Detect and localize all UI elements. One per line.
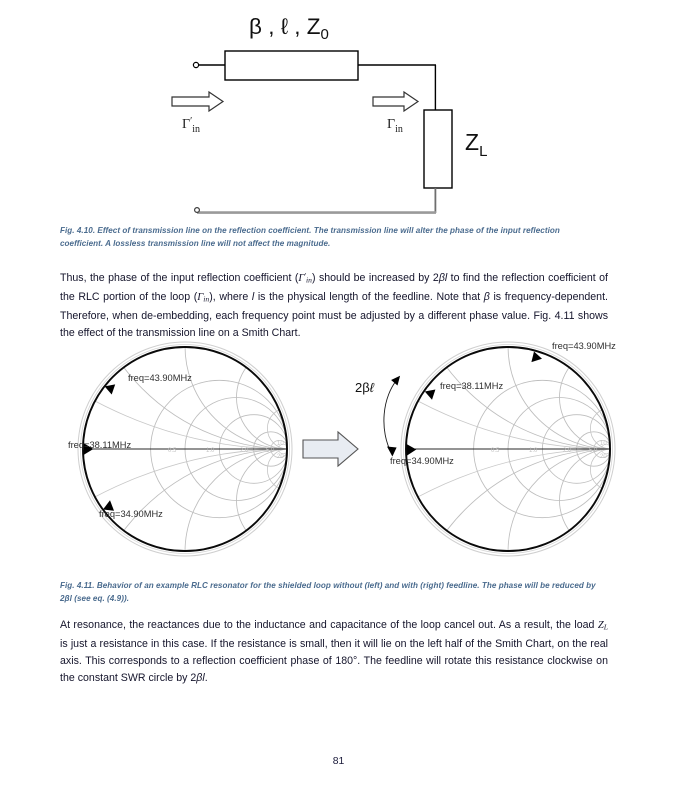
right-marker-34-90: [407, 444, 417, 456]
gamma-in-arrow-icon: [373, 92, 418, 111]
svg-text:1.0: 1.0: [206, 448, 215, 454]
p2-zl: $Z_L$: [597, 620, 608, 632]
load-impedance-label: $Z_L$: [465, 129, 488, 160]
load-impedance-box: [424, 110, 452, 188]
svg-text:10: 10: [277, 441, 284, 447]
svg-text:1.0: 1.0: [529, 448, 538, 454]
left-marker-43-90: [105, 384, 116, 394]
rotation-arrowhead-bottom: [387, 447, 397, 457]
p2-beta: β: [196, 671, 203, 684]
p2-degree: °: [353, 654, 358, 667]
svg-text:20: 20: [600, 454, 607, 460]
svg-text:0.5: 0.5: [491, 448, 500, 454]
page-number: 81: [332, 756, 345, 767]
left-label-43-90: freq=43.90MHz: [128, 373, 192, 383]
figure-4-11-diagram: [0, 336, 677, 576]
smith-charts-svg: [0, 336, 677, 576]
svg-text:0.5: 0.5: [168, 448, 177, 454]
left-label-34-90: freq=34.90MHz: [99, 509, 163, 519]
p1-ell-1: l: [444, 272, 448, 285]
figure-4-10-caption: Fig. 4.10. Effect of transmission line on the reflection coefficient. The transmission line will alter the phase of the input reflection coefficient. A lossless transmission line will not affect the magnitude.: [60, 226, 560, 249]
beta-ell-z0-text: β , ℓ , Z: [249, 14, 321, 39]
gamma-in-prime-arrow-icon: [172, 92, 223, 111]
right-smith-chart: [199, 336, 677, 576]
svg-text:20: 20: [277, 454, 284, 460]
p2-ell: l: [202, 671, 205, 684]
rotation-label-2-beta-ell: 2βℓ: [355, 380, 374, 395]
p1-gamma-2: $\Gamma_{in}$: [197, 291, 210, 304]
p1-beta-1: β: [438, 272, 445, 285]
p1-text-f: is frequency-dependent. Therefore, when de-embedding, each frequency point must be adjusted by a different phase value. Fig. 4.11 shows the effect of the transmission line on a Smith Chart.: [60, 290, 608, 339]
p2-text-c: . The feedline will rotate this resistance clockwise on the constant SWR circle by 2: [60, 654, 608, 684]
left-label-38-11: freq=38.11MHz: [68, 440, 132, 450]
transmission-line-box: [225, 51, 358, 80]
body-paragraph-2: [60, 617, 608, 687]
p1-text-a: Thus, the phase of the input reflection coefficient (: [60, 272, 299, 285]
svg-text:10: 10: [600, 441, 607, 447]
p1-text-d: ), where: [209, 290, 252, 303]
svg-text:5.0: 5.0: [266, 448, 275, 454]
circuit-svg: [0, 0, 677, 218]
transmission-line-parameters-label: [249, 14, 329, 43]
p1-text-c: to find the reflection coefficient of the RLC portion of the loop (: [60, 272, 608, 303]
right-label-43-90: freq=43.90MHz: [552, 341, 616, 351]
body-paragraph-1: [60, 267, 608, 342]
return-terminal-node: [195, 208, 200, 213]
p2-text-a: At resonance, the reactances due to the inductance and capacitance of the loop cancel out. As a result, the load: [60, 619, 598, 631]
figure-4-10-diagram: [0, 0, 677, 218]
p1-text-b: ) should be increased by 2: [312, 272, 439, 285]
right-marker-38-11: [425, 390, 436, 400]
p2-text-d: .: [204, 671, 208, 684]
right-label-34-90: freq=34.90MHz: [390, 456, 454, 466]
transition-arrow-icon: [303, 432, 358, 466]
rotation-annotation: [355, 376, 400, 457]
svg-text:2.0: 2.0: [563, 448, 572, 454]
p1-gamma-1: $\Gamma'_{in}$: [298, 271, 312, 285]
input-terminal-node: [193, 62, 198, 67]
p1-ell-2: l: [251, 290, 255, 303]
gamma-in-label: $\Gamma_{in}$: [387, 117, 403, 135]
svg-text:2.0: 2.0: [240, 448, 249, 454]
figure-4-11-caption: Fig. 4.11. Behavior of an example RLC resonator for the shielded loop without (left) and with (right) feedline. The phase will be reduced by 2βl (see eq. (4.9)).: [60, 581, 596, 604]
p2-text-b: is just a resistance in this case. If the resistance is small, then it will lie on the left half of the Smith Chart, on the real axis. This corresponds to a reflection coefficient phase of 180: [60, 637, 608, 667]
svg-text:5.0: 5.0: [589, 448, 598, 454]
right-label-38-11: freq=38.11MHz: [440, 381, 504, 391]
p1-beta-2: β: [483, 290, 490, 303]
rotation-arrowhead-top: [391, 376, 400, 386]
gamma-in-prime-label: $\Gamma'_{in}$: [182, 116, 201, 135]
rotation-arc: [384, 378, 399, 454]
p1-text-e: is the physical length of the feedline. Note that: [254, 290, 484, 303]
z0-subscript: 0: [320, 26, 329, 43]
